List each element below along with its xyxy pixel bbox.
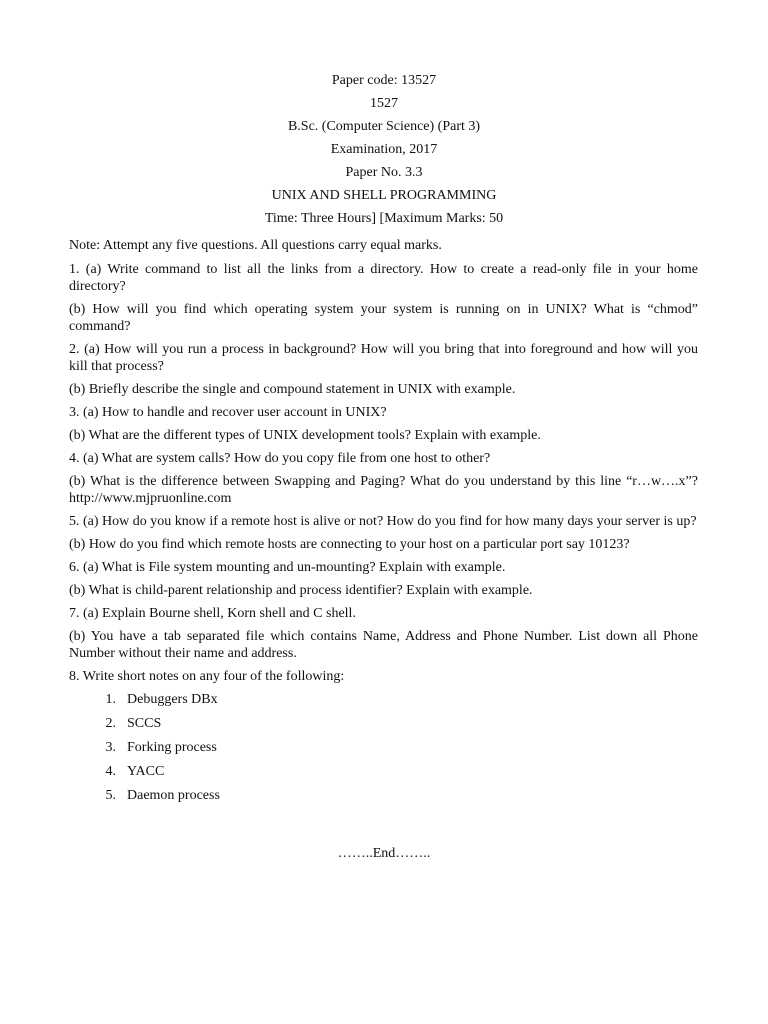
- list-item-text: Debuggers DBx: [127, 692, 218, 707]
- course-name: B.Sc. (Computer Science) (Part 3): [287, 119, 481, 134]
- question-1b: (b) How will you find which operating system your system is running on in UNIX? What is “chmod” command?: [69, 302, 698, 334]
- instructions-note: Note: Attempt any five questions. All questions carry equal marks.: [69, 238, 442, 253]
- list-item-text: YACC: [127, 764, 165, 779]
- list-item-number: 2.: [105, 716, 116, 731]
- question-3b: (b) What are the different types of UNIX development tools? Explain with example.: [69, 428, 541, 443]
- list-item-text: SCCS: [127, 716, 162, 731]
- list-item: [69, 691, 698, 708]
- list-item: [69, 787, 698, 804]
- question-body: [69, 237, 698, 811]
- paper-code-short: 1527: [370, 96, 398, 111]
- list-item-number: 4.: [105, 764, 116, 779]
- list-item-number: 5.: [105, 788, 116, 803]
- question-7a: 7. (a) Explain Bourne shell, Korn shell and C shell.: [69, 606, 356, 621]
- question-4b: (b) What is the difference between Swapping and Paging? What do you understand by this line “r…w….x”? http://www.mjpruonline.com: [69, 474, 698, 506]
- question-7b: (b) You have a tab separated file which contains Name, Address and Phone Number. List down all Phone Number without their name and address.: [69, 629, 698, 661]
- question-6a: 6. (a) What is File system mounting and un-mounting? Explain with example.: [69, 560, 506, 575]
- paper-code: Paper code: 13527: [331, 73, 437, 88]
- exam-year: Examination, 2017: [330, 142, 438, 157]
- list-item-number: 1.: [105, 692, 116, 707]
- question-5b: (b) How do you find which remote hosts are connecting to your host on a particular port say 10123?: [69, 537, 630, 552]
- paper-number: Paper No. 3.3: [345, 165, 423, 180]
- question-8: 8. Write short notes on any four of the following:: [69, 669, 345, 684]
- question-3a: 3. (a) How to handle and recover user account in UNIX?: [69, 405, 387, 420]
- question-6b: (b) What is child-parent relationship and process identifier? Explain with example.: [69, 583, 533, 598]
- list-item-text: Forking process: [127, 740, 217, 755]
- question-4a: 4. (a) What are system calls? How do you copy file from one host to other?: [69, 451, 491, 466]
- question-2b: (b) Briefly describe the single and compound statement in UNIX with example.: [69, 382, 516, 397]
- end-marker: ……..End……..: [337, 846, 431, 861]
- list-item-text: Daemon process: [127, 788, 220, 803]
- question-1a: 1. (a) Write command to list all the links from a directory. How to create a read-only file in your home directory?: [69, 262, 698, 294]
- question-2a: 2. (a) How will you run a process in background? How will you bring that into foreground and how will you kill that process?: [69, 342, 698, 374]
- subject-title: UNIX AND SHELL PROGRAMMING: [271, 188, 497, 203]
- list-item: [69, 739, 698, 756]
- list-item: [69, 715, 698, 732]
- short-notes-list: [69, 691, 698, 804]
- list-item-number: 3.: [105, 740, 116, 755]
- list-item: [69, 763, 698, 780]
- question-5a: 5. (a) How do you know if a remote host is alive or not? How do you find for how many days your server is up?: [69, 514, 697, 529]
- time-and-marks: Time: Three Hours] [Maximum Marks: 50: [264, 211, 504, 226]
- paper-header: [0, 69, 768, 230]
